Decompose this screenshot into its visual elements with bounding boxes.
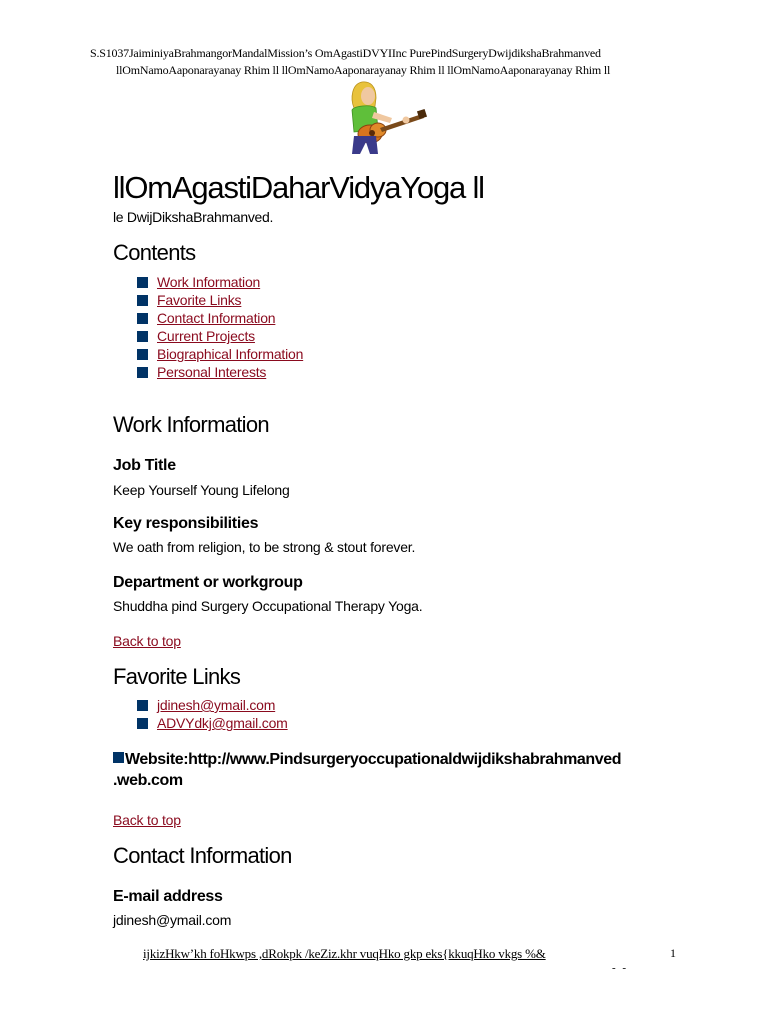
key-responsibilities-value: We oath from religion, to be strong & stout forever.: [113, 539, 416, 555]
website-line-continued: .web.com: [113, 772, 183, 789]
email-address-value: jdinesh@ymail.com: [113, 912, 232, 928]
toc-link[interactable]: Contact Information: [157, 310, 276, 326]
website-text: Website:http://www.Pindsurgeryoccupationaldwijdikshabrahmanved: [125, 751, 622, 768]
contact-information-heading: Contact Information: [113, 843, 292, 868]
job-title-label: Job Title: [113, 457, 176, 474]
page-title: llOmAgastiDaharVidyaYoga ll: [113, 170, 484, 205]
toc-item-contact-information[interactable]: [137, 309, 303, 327]
toc-item-biographical-information[interactable]: [137, 345, 303, 363]
square-bullet-icon: [137, 277, 148, 288]
square-bullet-icon: [137, 718, 148, 729]
square-bullet-icon: [113, 752, 124, 763]
back-to-top-link[interactable]: Back to top: [113, 812, 181, 828]
toc-link[interactable]: Personal Interests: [157, 364, 267, 380]
key-responsibilities-label: Key responsibilities: [113, 515, 259, 532]
guitarist-clipart-image: [344, 78, 428, 156]
page-footer-text: ijkizHkw’kh foHkwps ,dRokpk /keZiz.khr vuqHko gkp eks{kkuqHko vkgs %&: [143, 946, 546, 961]
contents-heading: Contents: [113, 240, 196, 265]
toc-item-favorite-links[interactable]: [137, 291, 303, 309]
toc-item-work-information[interactable]: [137, 273, 303, 291]
work-information-heading: Work Information: [113, 412, 269, 437]
square-bullet-icon: [137, 367, 148, 378]
page-number: 1: [670, 946, 676, 960]
toc-link[interactable]: Work Information: [157, 274, 261, 290]
square-bullet-icon: [137, 700, 148, 711]
square-bullet-icon: [137, 331, 148, 342]
header-line-1: S.S1037JaiminiyaBrahmangorMandalMission’s OmAgastiDVYIInc PurePindSurgeryDwijdikshaBrahmanved: [90, 46, 601, 60]
email-link[interactable]: ADVYdkj@gmail.com: [157, 715, 288, 731]
header-line-2: llOmNamoAaponarayanay Rhim ll llOmNamoAaponarayanay Rhim ll llOmNamoAaponarayanay Rhim ll: [116, 63, 611, 77]
page-subtitle: le DwijDikshaBrahmanved.: [113, 209, 274, 225]
favorite-links-list: [137, 696, 288, 732]
square-bullet-icon: [137, 295, 148, 306]
back-to-top-link[interactable]: Back to top: [113, 633, 181, 649]
department-label: Department or workgroup: [113, 574, 303, 591]
square-bullet-icon: [137, 349, 148, 360]
favorite-link-item[interactable]: [137, 714, 288, 732]
department-value: Shuddha pind Surgery Occupational Therapy Yoga.: [113, 598, 423, 614]
favorite-link-item[interactable]: [137, 696, 288, 714]
email-address-label: E-mail address: [113, 888, 223, 905]
email-link[interactable]: jdinesh@ymail.com: [157, 697, 276, 713]
favorite-links-heading: Favorite Links: [113, 664, 241, 689]
toc-link[interactable]: Biographical Information: [157, 346, 304, 362]
toc-link[interactable]: Current Projects: [157, 328, 255, 344]
job-title-value: Keep Yourself Young Lifelong: [113, 482, 290, 498]
toc-link[interactable]: Favorite Links: [157, 292, 242, 308]
website-line: [113, 749, 621, 770]
toc-item-personal-interests[interactable]: [137, 363, 303, 381]
page-footer-tail: - -: [612, 962, 629, 974]
toc-item-current-projects[interactable]: [137, 327, 303, 345]
square-bullet-icon: [137, 313, 148, 324]
table-of-contents: [137, 273, 303, 381]
